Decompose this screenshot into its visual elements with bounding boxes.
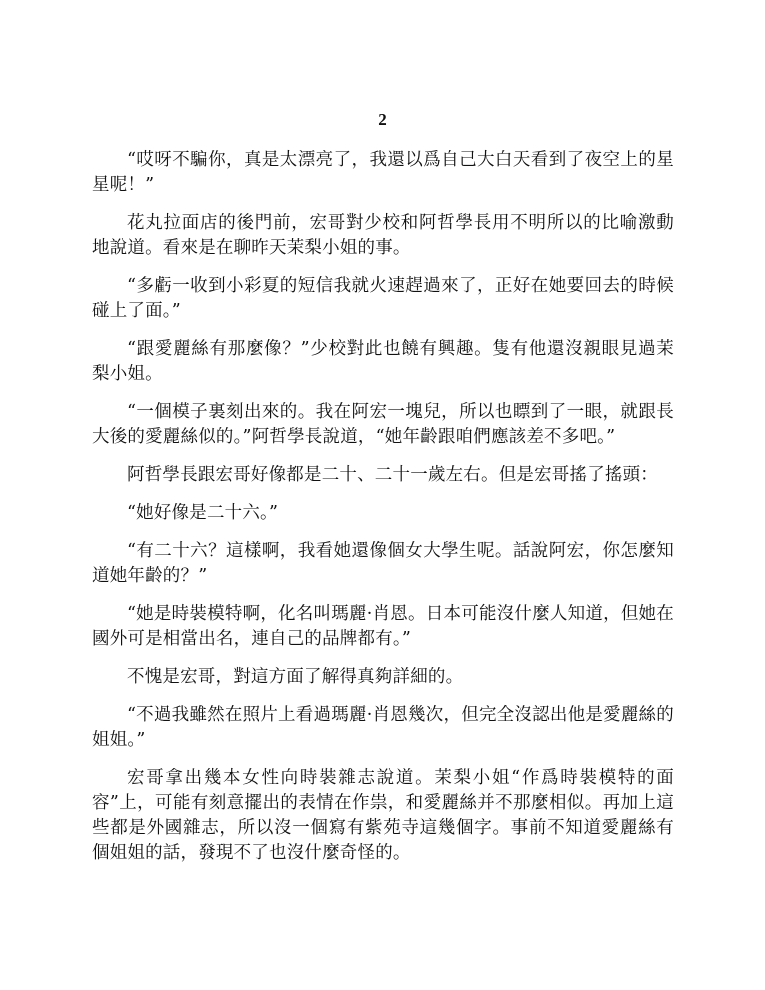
paragraph: 阿哲學長跟宏哥好像都是二十、二十一歲左右。但是宏哥搖了搖頭：	[127, 465, 658, 485]
paragraph: 不愧是宏哥，對這方面了解得真夠詳細的。	[127, 667, 464, 687]
paragraph: “多虧一收到小彩夏的短信我就火速趕過來了，正好在她要回去的時候碰上了面。”	[92, 276, 674, 321]
paragraph: 宏哥拿出幾本女性向時裝雜志說道。茉梨小姐“作爲時裝模特的面容”上，可能有刻意擺出的表情在作祟，和愛麗絲并不那麼相似。再加上這些都是外國雜志，所以沒一個寫有紫苑寺這幾個字。事前不知道愛麗絲有個姐姐的話，發現不了也沒什麼奇怪的。	[92, 768, 674, 863]
paragraph: “不過我雖然在照片上看過瑪麗·肖恩幾次，但完全沒認出他是愛麗絲的姐姐。”	[92, 705, 674, 750]
paragraph: “她好像是二十六。”	[127, 503, 279, 523]
paragraph: “跟愛麗絲有那麼像？”少校對此也饒有興趣。隻有他還沒親眼見過茉梨小姐。	[92, 339, 674, 384]
paragraph: “有二十六？這樣啊，我看她還像個女大學生呢。話說阿宏，你怎麼知道她年齡的？”	[92, 541, 674, 586]
paragraph: “一個模子裏刻出來的。我在阿宏一塊兒，所以也瞟到了一眼，就跟長大後的愛麗絲似的。”阿哲學長說道，“她年齡跟咱們應該差不多吧。”	[92, 402, 674, 447]
page-number: 2	[378, 110, 387, 129]
paragraph: 花丸拉面店的後門前，宏哥對少校和阿哲學長用不明所以的比喻激動地說道。看來是在聊昨天茉梨小姐的事。	[92, 213, 674, 258]
paragraph: “她是時裝模特啊，化名叫瑪麗·肖恩。日本可能沒什麼人知道，但她在國外可是相當出名，連自己的品牌都有。”	[92, 604, 674, 649]
body-text	[92, 148, 674, 879]
paragraph: “哎呀不騙你，真是太漂亮了，我還以爲自己大白天看到了夜空上的星星呢！”	[92, 150, 674, 195]
